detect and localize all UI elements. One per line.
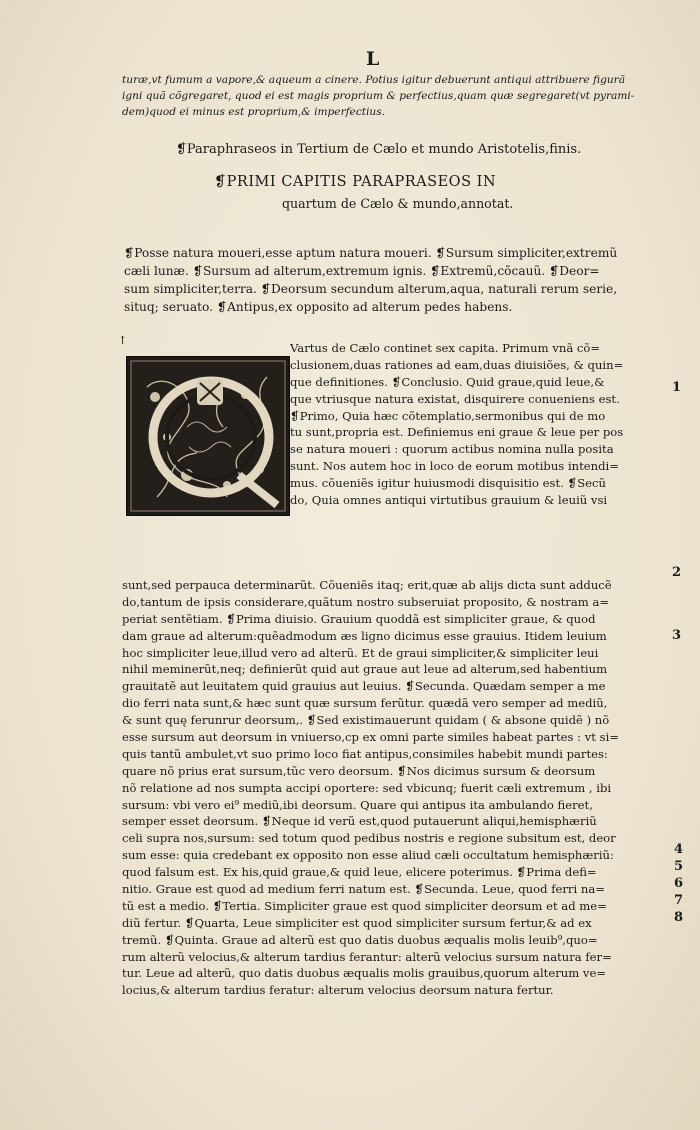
text-line: sum esse: quia credebant ex opposito non esse aliud cæli occultatum hemisphæriũ:: [122, 848, 614, 863]
text-line: sunt,sed perpauca determinarũt. Cõueniẽs itaq; erit,quæ ab alijs dicta sunt adducẽ: [122, 578, 612, 592]
text-line: locius,& alterum tardius feratur: alterum velocius deorsum natura fertur.: [122, 983, 554, 998]
text-line: sursum: vbi vero ei⁹ mediũ,ibi deorsum. Quare qui antipus ita ambulando fieret,: [122, 797, 593, 812]
text-line: tu sunt,propria est. Definiemus eni graue & leue per pos: [290, 425, 624, 440]
margin-number: 5: [674, 858, 684, 874]
text-line: clusionem,duas rationes ad eam,duas diuisiões, & quin=: [290, 357, 624, 372]
margin-number: 1: [672, 380, 682, 395]
margin-number: 4: [674, 842, 684, 857]
text-line: do,tantum de ipsis considerare,quãtum nostro subseruiat proposito, & nostram a=: [122, 594, 610, 609]
margin-number: 3: [672, 628, 682, 643]
text-line: do, Quia omnes antiqui virtutibus grauium & leuiũ vsi: [290, 493, 608, 508]
text-line: diũ fertur. ❡Quarta, Leue simpliciter est quod simpliciter sursum fertur,& ad ex: [122, 915, 592, 930]
text-line: mus. cõueniẽs igitur huiusmodi disquisitio est. ❡Secũ: [290, 476, 606, 491]
annotation-line: situq; seruato. ❡Antipus,ex opposito ad alterum pedes habens.: [124, 300, 513, 314]
text-line: quod falsum est. Ex his,quid graue,& quid leue, elicere poterimus. ❡Prima defi=: [122, 865, 597, 880]
body-text-full: [122, 577, 640, 999]
text-line: semper esset deorsum. ❡Neque id verũ est,quod putauerunt aliqui,hemisphæriũ: [122, 814, 597, 829]
text-line: tur. Leue ad alterũ, quo datis duobus æqualis molis grauibus,quorum alterum ve=: [122, 966, 607, 981]
text-line: dio ferri nata sunt,& hæc sunt quæ sursum ferũtur. quædã vero semper ad mediũ,: [122, 696, 608, 711]
text-line: nõ relatione ad nos sumpta accipi oportere: sed vbicunq; fuerit cæli extremum , ibi: [122, 780, 612, 795]
text-line: se natura moueri : quorum actibus nomina nulla posita: [290, 442, 614, 457]
chapter-subtitle: quartum de Cælo & mundo,annotat.: [282, 196, 514, 211]
text-line: ❡Primo, Quia hæc cõtemplatio,sermonibus qui de mo: [290, 408, 606, 423]
section-end-title: ❡Paraphraseos in Tertium de Cælo et mundo Aristotelis,finis.: [176, 142, 582, 157]
text-line: rum alterũ velocius,& alterum tardius ferantur: alterũ velocius sursum natura fer=: [122, 949, 612, 964]
text-line: igni quã cõgregaret, quod ei est magis proprium & perfectius,quam quæ segregaret(vt pyrami-: [122, 90, 635, 102]
text-line: periat sentẽtiam. ❡Prima diuisio. Grauium quoddã est simpliciter graue, & quod: [122, 611, 596, 626]
text-line: turæ,vt fumum a vapore,& aqueum a cinere. Potius igitur debuerunt antiqui attribuere figurã: [122, 74, 626, 86]
annotation-line: sum simpliciter,terra. ❡Deorsum secundum alterum,aqua, naturali rerum serie,: [124, 282, 618, 296]
text-line: & sunt quę ferunrur deorsum,. ❡Sed existimauerunt quidam ( & absone quidẽ ) nõ: [122, 713, 610, 728]
text-line: hoc simpliciter leue,illud vero ad alterũ. Et de graui simpliciter,& simpliciter leui: [122, 645, 599, 660]
text-line: sunt. Nos autem hoc in loco de eorum motibus intendi=: [290, 459, 619, 474]
text-line: quare nõ prius erat sursum,tũc vero deorsum. ❡Nos dicimus sursum & deorsum: [122, 763, 596, 778]
decorated-initial-q: [126, 356, 290, 516]
annotation-line: ❡Posse natura moueri,esse aptum natura moueri. ❡Sursum simpliciter,extremũ: [124, 246, 618, 260]
text-line: celi supra nos,sursum: sed totum quod pedibus nostris e regione subsitum est, deor: [122, 831, 616, 846]
margin-number: 8: [674, 909, 684, 925]
folio-letter: L: [366, 48, 381, 70]
margin-marker: ↑: [118, 334, 128, 347]
text-line: que definitiones. ❡Conclusio. Quid graue,quid leue,&: [290, 374, 605, 389]
text-line: nihil meminerũt,neq; definierũt quid aut graue aut leue ad alterum,sed habentium: [122, 662, 608, 677]
chapter-title: ❡PRIMI CAPITIS PARAPRASEOS IN: [214, 174, 497, 190]
body-text-indented: [290, 340, 640, 509]
text-line: tũ est a medio. ❡Tertia. Simpliciter graue est quod simpliciter deorsum et ad me=: [122, 898, 607, 913]
margin-number: 2: [672, 565, 682, 580]
text-line: quis tantũ ambulet,vt suo primo loco fiat antipus,consimiles habebit mundi partes:: [122, 746, 608, 761]
margin-number: 6: [674, 875, 684, 891]
annotation-line: cæli lunæ. ❡Sursum ad alterum,extremum ignis. ❡Extremũ,cõcauũ. ❡Deor=: [124, 264, 600, 278]
text-line: tremũ. ❡Quinta. Graue ad alterũ est quo datis duobus æqualis molis leuib⁹,quo=: [122, 932, 598, 947]
margin-number: 7: [674, 892, 684, 908]
text-line: grauitatẽ aut leuitatem quid grauius aut leuius. ❡Secunda. Quædam semper a me: [122, 679, 606, 694]
text-line: esse sursum aut deorsum in vniuerso,cp ex omni parte similes habeat partes : vt si=: [122, 730, 620, 745]
text-line: que vtriusque natura existat, disquirere conueniens est.: [290, 391, 620, 406]
text-line: Vartus de Cælo continet sex capita. Primum vnã cõ=: [290, 341, 601, 355]
continued-text: [122, 72, 642, 120]
text-line: dam graue ad alterum:quẽadmodum æs ligno dicimus esse grauius. Itidem leuium: [122, 628, 607, 643]
text-line: nitio. Graue est quod ad medium ferri natum est. ❡Secunda. Leue, quod ferri na=: [122, 882, 605, 897]
text-line: dem)quod ei minus est proprium,& imperfectius.: [122, 106, 386, 118]
woodcut-initial-icon: [127, 357, 289, 515]
margin-number-stack: [674, 842, 688, 927]
annotation-block: [124, 244, 636, 316]
